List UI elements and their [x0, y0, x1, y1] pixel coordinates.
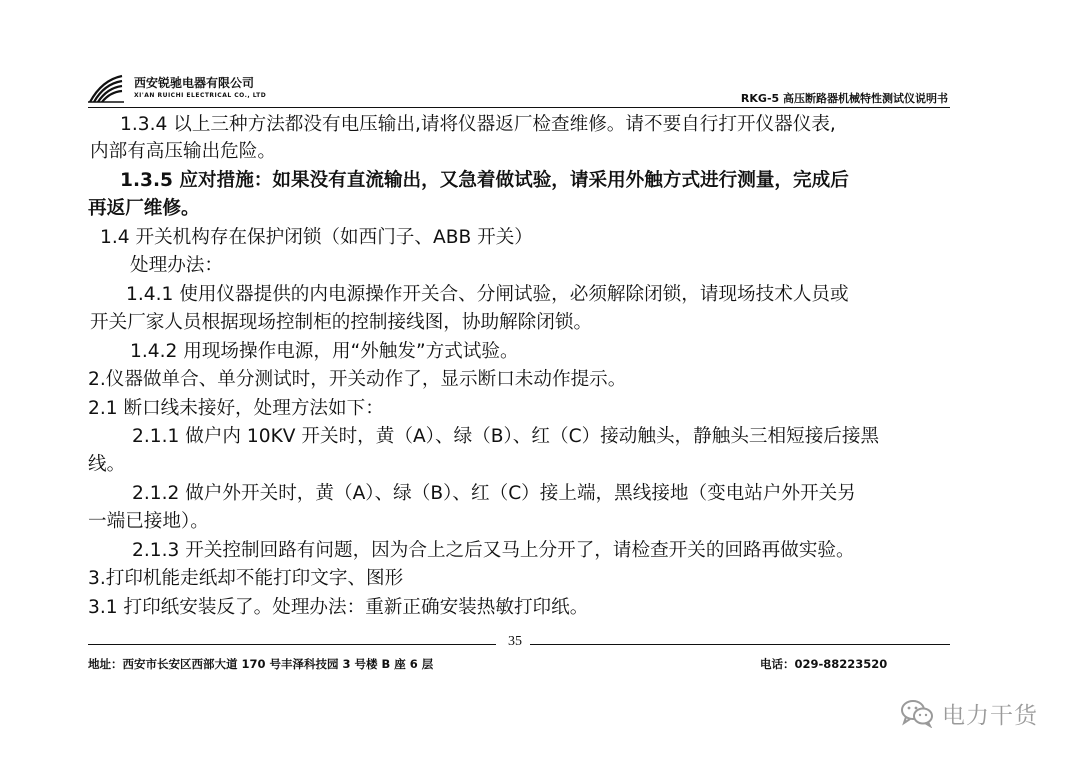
- footer-phone: 电话：029-88223520: [760, 657, 888, 671]
- watermark-text: 电力干货: [942, 702, 1038, 729]
- text-line: 一端已接地）。: [88, 511, 209, 532]
- text-line-emphasis: 再返厂维修。: [88, 198, 200, 219]
- footer-address: 地址：西安市长安区西部大道 170 号丰泽科技园 3 号楼 B 座 6 层: [88, 657, 434, 671]
- header-divider: [88, 107, 950, 108]
- text-line-emphasis: 1.3.5 应对措施：如果没有直流输出，又急着做试验，请采用外触方式进行测量，完成后: [120, 170, 849, 191]
- page-header: [88, 68, 948, 108]
- text-line: 1.4.1 使用仪器提供的内电源操作开关合、分闸试验，必须解除闭锁，请现场技术人员或: [126, 284, 849, 305]
- company-name-english: XI'AN RUICHI ELECTRICAL CO., LTD: [134, 92, 267, 99]
- watermark: [900, 695, 1038, 731]
- text-line: 线。: [88, 454, 126, 475]
- footer-divider-left: [88, 644, 496, 645]
- page-number: 35: [508, 634, 522, 649]
- section-heading: 2.仪器做单合、单分测试时，开关动作了，显示断口未动作提示。: [88, 369, 627, 390]
- text-line: 1.4.2 用现场操作电源，用“外触发”方式试验。: [130, 341, 519, 362]
- text-line: 2.1.2 做户外开关时，黄（A）、绿（B）、红（C）接上端，黑线接地（变电站户外开关另: [132, 483, 856, 504]
- footer-divider-right: [530, 644, 950, 645]
- wechat-icon: [900, 698, 934, 728]
- section-heading: 1.4 开关机构存在保护闭锁（如西门子、ABB 开关）: [100, 227, 533, 248]
- text-line: 处理办法：: [130, 255, 223, 276]
- company-name: 西安锐驰电器有限公司: [134, 76, 255, 90]
- text-line: 开关厂家人员根据现场控制柜的控制接线图，协助解除闭锁。: [90, 312, 593, 333]
- text-line: 内部有高压输出危险。: [90, 141, 276, 162]
- section-heading: 2.1 断口线未接好，处理方法如下：: [88, 398, 384, 419]
- document-title: RKG-5 高压断路器机械特性测试仪说明书: [740, 92, 948, 105]
- text-line: 1.3.4 以上三种方法都没有电压输出,请将仪器返厂检查维修。请不要自行打开仪器仪表,: [120, 114, 836, 135]
- section-heading: 3.1 打印纸安装反了。处理办法：重新正确安装热敏打印纸。: [88, 597, 589, 618]
- text-line: 2.1.1 做户内 10KV 开关时，黄（A）、绿（B）、红（C）接动触头，静触头三相短接后接黑: [132, 426, 880, 447]
- section-heading: 3.打印机能走纸却不能打印文字、图形: [88, 568, 404, 589]
- text-line: 2.1.3 开关控制回路有问题，因为合上之后又马上分开了，请检查开关的回路再做实验。: [132, 540, 855, 561]
- company-logo-icon: [88, 74, 124, 104]
